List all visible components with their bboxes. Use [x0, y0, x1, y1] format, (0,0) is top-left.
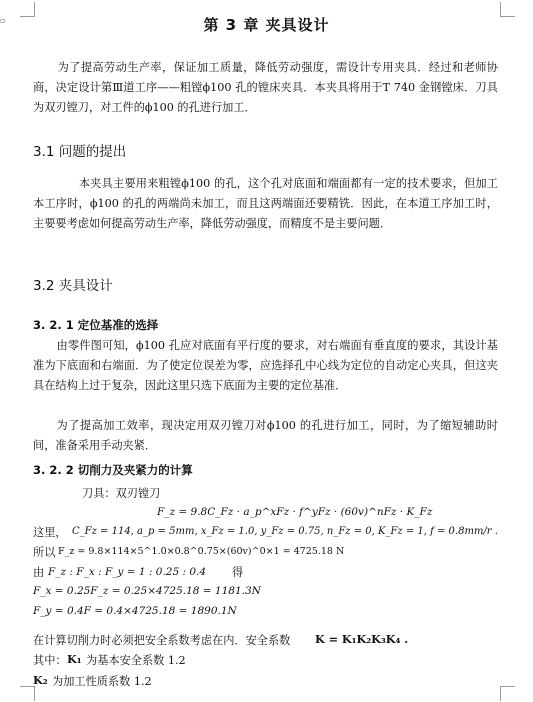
- k1-prefix: 其中：: [33, 654, 67, 667]
- safety-factor-text: 在计算切削力时必须把安全系数考虑在内．安全系数: [33, 634, 291, 647]
- so-label: 所以: [33, 546, 56, 559]
- k2-description: 为加工性质系数 1.2: [52, 675, 152, 688]
- parameter-values: C_Fz = 114, a_p = 5mm, x_Fz = 1.0, y_Fz = 0.75, n_Fz = 0, K_Fz = 1, f = 0.8mm/r .: [72, 526, 498, 537]
- section-3-1-paragraph: 本夹具主要用来粗镗ϕ100 的孔，这个孔对底面和端面都有一定的技术要求，但加工本工序时，ϕ100 的孔的两端尚未加工，而且这两端面还要精铣．因此，在本道工序加工时，主要要考虑如何提高劳动生产率，降低劳动强度，而精度不是主要问题．: [33, 177, 498, 230]
- safety-factor-formula: K = K₁K₂K₃K₄ .: [315, 632, 409, 646]
- chapter-title: 第 3 章 夹具设计: [203, 16, 330, 34]
- ratio-suffix: 得: [232, 566, 244, 579]
- tool-line: 刀具：双刃镗刀: [82, 487, 161, 500]
- crop-mark-bottom-right: [500, 686, 515, 701]
- paragraph-mark-icon: ▫: [0, 16, 6, 25]
- crop-mark-bottom-left: [20, 686, 35, 701]
- cutting-force-formula: F_z = 9.8C_Fz · a_p^xFz · f^yFz · (60v)^nFz · K_Fz: [157, 506, 433, 518]
- ratio-prefix: 由: [33, 566, 45, 579]
- section-3-2-1-paragraph-1: 由零件图可知，ϕ100 孔应对底面有平行度的要求，对右端面有垂直度的要求，其设计基准为下底面和右端面．为了使定位误差为零，应选择孔中心线为定位的自动定心夹具，但这夹具在结构上过于复杂，因此这里只选下底面为主要的定位基准．: [33, 339, 498, 392]
- section-3-1-title: 3.1 问题的提出: [33, 144, 127, 160]
- fx-calculation: F_x = 0.25F_z = 0.25×4725.18 = 1181.3N: [33, 585, 261, 597]
- k1-description: 为基本安全系数 1.2: [86, 654, 186, 667]
- fy-calculation: F_y = 0.4F = 0.4×4725.18 = 1890.1N: [33, 605, 237, 617]
- k2-symbol: K₂: [33, 673, 48, 687]
- k1-symbol: K₁: [67, 652, 82, 666]
- force-ratio-formula: F_z : F_x : F_y = 1 : 0.25 : 0.4: [48, 566, 207, 578]
- section-3-2-1-title: 3. 2. 1 定位基准的选择: [33, 318, 159, 332]
- section-3-2-2-title: 3. 2. 2 切削力及夹紧力的计算: [33, 463, 193, 477]
- section-3-2-1-paragraph-2: 为了提高加工效率，现决定用双刃镗刀对ϕ100 的孔进行加工，同时，为了缩短辅助时间，准备采用手动夹紧．: [33, 419, 498, 452]
- intro-paragraph: 为了提高劳动生产率，保证加工质量，降低劳动强度，需设计专用夹具．经过和老师协商，决定设计第Ⅲ道工序——粗镗ϕ100 孔的镗床夹具．本夹具将用于T 740 金钢镗床．刀具为双刃镗刀，对工件的ϕ100 的孔进行加工．: [33, 61, 498, 114]
- here-label: 这里，: [33, 526, 67, 539]
- fz-calculation: F_z = 9.8×114×5^1.0×0.8^0.75×(60v)^0×1 = 4725.18 N: [58, 546, 345, 557]
- section-3-2-title: 3.2 夹具设计: [33, 278, 113, 294]
